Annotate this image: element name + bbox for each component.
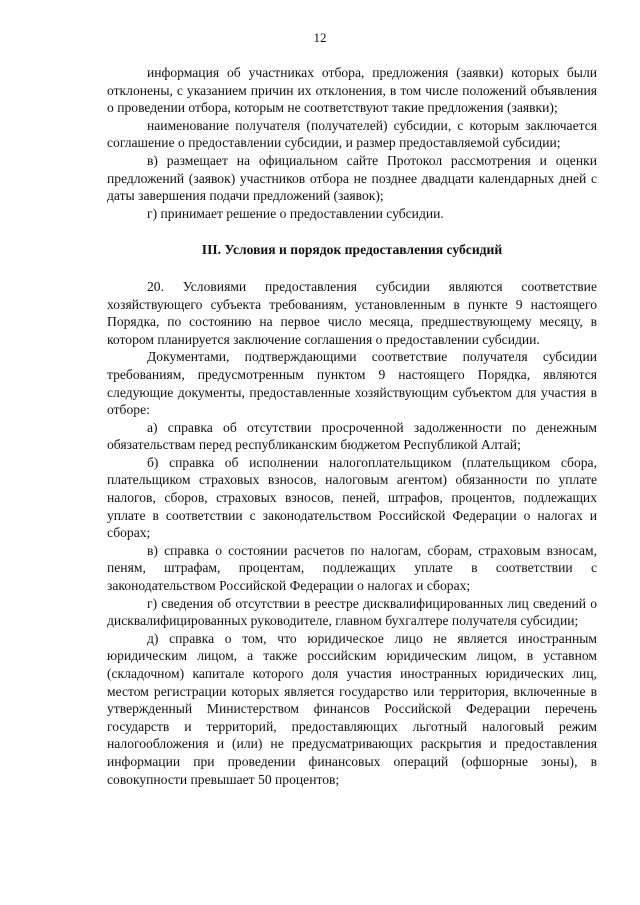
paragraph: в) размещает на официальном сайте Протокол рассмотрения и оценки предложений (заявок) участников отбора не позднее двадцати календарных дней с даты завершения подачи предложений (заявок); [107,152,597,204]
section-heading: III. Условия и порядок предоставления субсидий [201,242,503,258]
list-item: б) справка об исполнении налогоплательщиком (плательщиком сбора, плательщиком страховых взносов, налоговым агентом) обязанности по уплате налогов, сборов, страховых взносов, пеней, штрафов, процентов, подлежащих уплате в соответствии с законодательством Российской Федерации о налогах и сборах; [107,454,597,541]
list-item: а) справка об отсутствии просроченной задолженности по денежным обязательствам перед республиканским бюджетом Республикой Алтай; [107,419,597,453]
document-body [107,64,597,788]
list-item: г) сведения об отсутствии в реестре дисквалифицированных лиц сведений о дисквалифицированных руководителе, главном бухгалтере получателя субсидии; [107,595,597,629]
paragraph: Документами, подтверждающими соответствие получателя субсидии требованиям, предусмотренным пунктом 9 настоящего Порядка, являются следующие документы, предоставленные хозяйствующим субъектом для участия в отборе: [107,349,597,418]
paragraph: наименование получателя (получателей) субсидии, с которым заключается соглашение о предоставлении субсидии, и размер предоставляемой субсидии; [107,117,597,151]
list-item: д) справка о том, что юридическое лицо не является иностранным юридическим лицом, а также российским юридическим лицом, в уставном (складочном) капитале которого доля участия иностранных юридических лиц, местом регистрации которых является государство или территория, включенные в утвержденный Министерством финансов Российской Федерации перечень государств и территорий, предоставляющих льготный налоговый режим налогообложения и (или) не предусматривающих раскрытия и предоставления информации при проведении финансовых операций (офшорные зоны), в совокупности превышает 50 процентов; [107,630,597,787]
paragraph: информация об участниках отбора, предложения (заявки) которых были отклонены, с указанием причин их отклонения, в том числе положений объявления о проведении отбора, которым не соответствуют такие предложения (заявки); [107,65,597,116]
paragraph: 20. Условиями предоставления субсидии являются соответствие хозяйствующего субъекта требованиям, установленным в пункте 9 настоящего Порядка, по состоянию на первое число месяца, предшествующему месяцу, в котором планируется заключение соглашения о предоставлении субсидии. [107,278,597,347]
list-item: в) справка о состоянии расчетов по налогам, сборам, страховым взносам, пеням, штрафам, процентам, подлежащих уплате в соответствии с законодательством Российской Федерации о налогах и сборах; [107,542,597,594]
paragraph: г) принимает решение о предоставлении субсидии. [147,205,444,221]
page-number: 12 [313,30,327,45]
